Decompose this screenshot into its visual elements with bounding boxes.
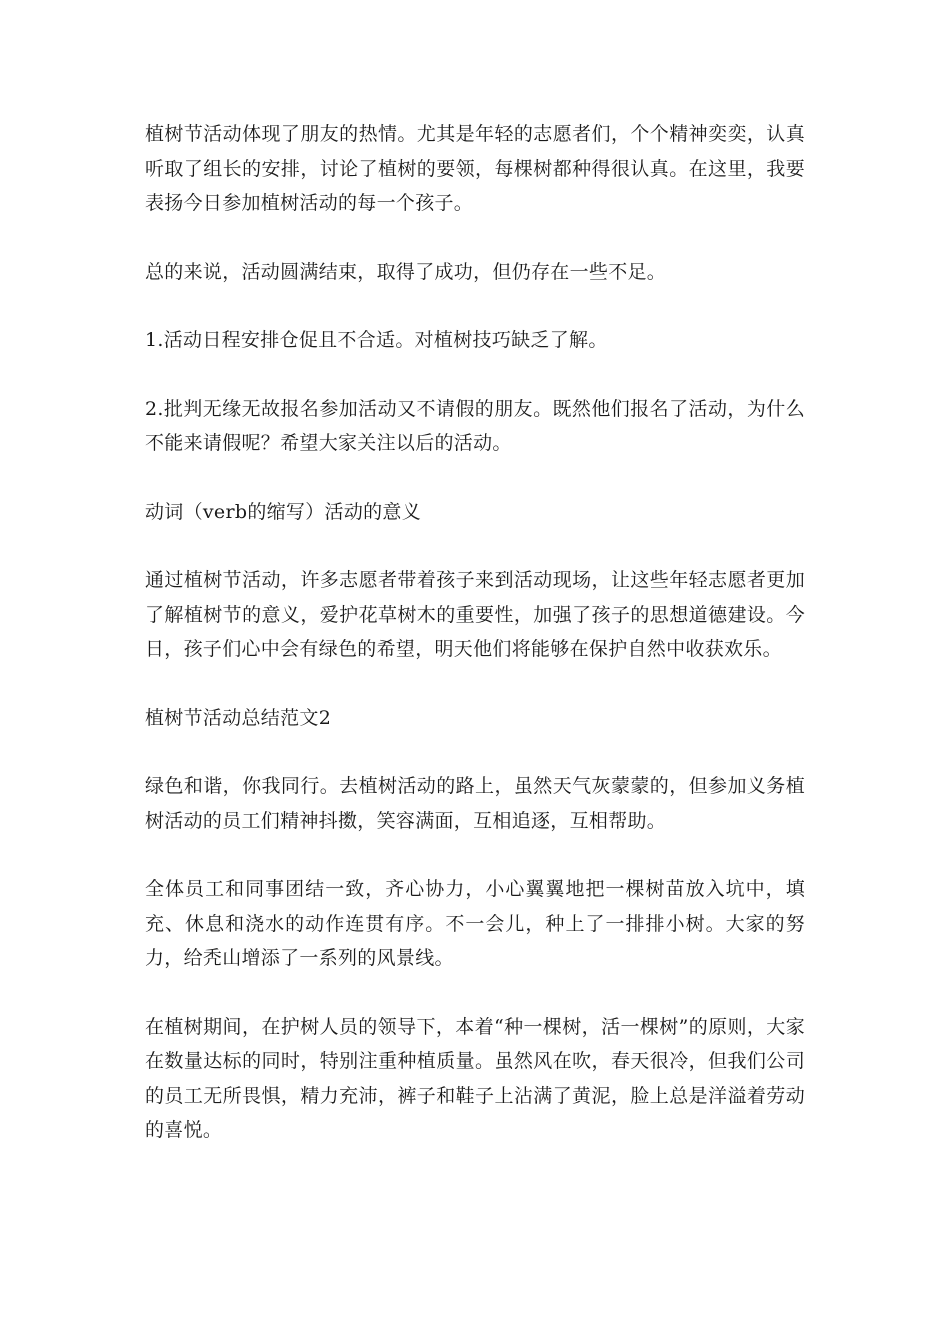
section-heading-sample-2: 植树节活动总结范文2 [145, 706, 332, 729]
paragraph-green-harmony: 绿色和谐，你我同行。去植树活动的路上，虽然天气灰蒙蒙的，但参加义务植树活动的员工们精神抖擞，笑容满面，互相追逐，互相帮助。 [145, 775, 805, 832]
paragraph-volunteers-enthusiasm: 植树节活动体现了朋友的热情。尤其是年轻的志愿者们，个个精神奕奕，认真听取了组长的安排，讨论了植树的要领，每棵树都种得很认真。在这里，我要表扬今日参加植树活动的每一个孩子。 [145, 123, 805, 214]
document-body [145, 117, 805, 1182]
paragraph-significance: 通过植树节活动，许多志愿者带着孩子来到活动现场，让这些年轻志愿者更加了解植树节的意义，爱护花草树木的重要性，加强了孩子的思想道德建设。今日，孩子们心中会有绿色的希望，明天他们将能够在保护自然中收获欢乐。 [145, 569, 805, 660]
paragraph-shortcoming-1: 1.活动日程安排仓促且不合适。对植树技巧缺乏了解。 [145, 329, 608, 351]
section-heading-significance: 动词（verb的缩写）活动的意义 [145, 500, 422, 523]
paragraph-summary: 总的来说，活动圆满结束，取得了成功，但仍存在一些不足。 [145, 260, 667, 283]
paragraph-shortcoming-2: 2.批判无缘无故报名参加活动又不请假的朋友。既然他们报名了活动，为什么不能来请假呢？希望大家关注以后的活动。 [145, 397, 805, 454]
paragraph-teamwork: 全体员工和同事团结一致，齐心协力，小心翼翼地把一棵树苗放入坑中，填充、休息和浇水的动作连贯有序。不一会儿，种上了一排排小树。大家的努力，给秃山增添了一系列的风景线。 [145, 878, 805, 969]
paragraph-planting-quality: 在植树期间，在护树人员的领导下，本着“种一棵树，活一棵树”的原则，大家在数量达标的同时，特别注重种植质量。虽然风在吹，春天很冷，但我们公司的员工无所畏惧，精力充沛，裤子和鞋子上沾满了黄泥，脸上总是洋溢着劳动的喜悦。 [145, 1015, 805, 1141]
